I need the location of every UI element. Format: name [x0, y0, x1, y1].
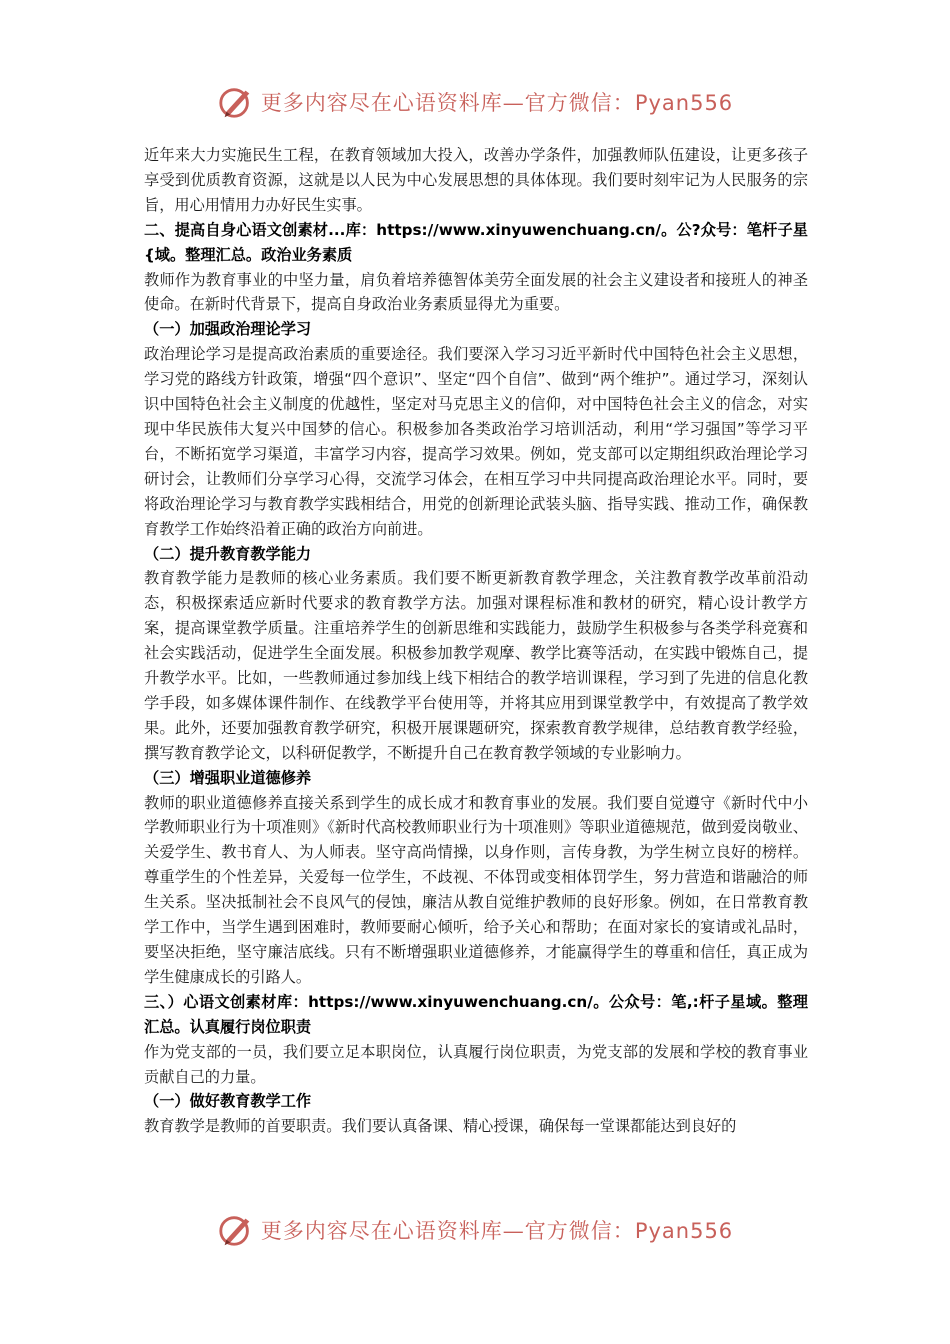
pen-logo-icon [217, 83, 255, 121]
section-heading: 二、提高自身心语文创素材...库：https://www.xinyuwenchuang.cn/。公?众号：笔杆子星{域。整理汇总。政治业务素质 [144, 220, 808, 264]
paragraph: 政治理论学习是提高政治素质的重要途径。我们要深入学习习近平新时代中国特色社会主义思想，学习党的路线方针政策，增强“四个意识”、坚定“四个自信”、做到“两个维护”。通过学习，深刻认识中国特色社会主义制度的优越性，坚定对马克思主义的信仰，对中国特色社会主义的信念，对实现中华民族伟大复兴中国梦的信心。积极参加各类政治学习培训活动，利用“学习强国”等学习平台，不断拓宽学习渠道，丰富学习内容，提高学习效果。例如，党支部可以定期组织政治理论学习研讨会，让教师们分享学习心得，交流学习体会，在相互学习中共同提高政治理论水平。同时，要将政治理论学习与教育教学实践相结合，用党的创新理论武装头脑、指导实践、推动工作，确保教育教学工作始终沿着正确的政治方向前进。 [144, 345, 808, 538]
document-body [144, 143, 808, 1139]
subsection-heading: （一）加强政治理论学习 [144, 320, 312, 339]
paragraph: 教师的职业道德修养直接关系到学生的成长成才和教育事业的发展。我们要自觉遵守《新时代中小学教师职业行为十项准则》《新时代高校教师职业行为十项准则》等职业道德规范，做到爱岗敬业、关爱学生、教书育人、为人师表。坚守高尚情操，以身作则，言传身教，为学生树立良好的榜样。尊重学生的个性差异，关爱每一位学生，不歧视、不体罚或变相体罚学生，努力营造和谐融洽的师生关系。坚决抵制社会不良风气的侵蚀，廉洁从教自觉维护教师的良好形象。例如，在日常教育教学工作中，当学生遇到困难时，教师要耐心倾听，给予关心和帮助；在面对家长的宴请或礼品时，要坚决拒绝，坚守廉洁底线。只有不断增强职业道德修养，才能赢得学生的尊重和信任，真正成为学生健康成长的引路人。 [144, 793, 808, 986]
paragraph: 教育教学能力是教师的核心业务素质。我们要不断更新教育教学理念，关注教育教学改革前沿动态，积极探索适应新时代要求的教育教学方法。加强对课程标准和教材的研究，精心设计教学方案，提高课堂教学质量。注重培养学生的创新思维和实践能力，鼓励学生积极参与各类学科竞赛和社会实践活动，促进学生全面发展。积极参加教学观摩、教学比赛等活动，在实践中锻炼自己，提升教学水平。比如，一些教师通过参加线上线下相结合的教学培训课程，学习到了先进的信息化教学手段，如多媒体课件制作、在线教学平台使用等，并将其应用到课堂教学中，有效提高了教学效果。此外，还要加强教育教学研究，积极开展课题研究，探索教育教学规律，总结教育教学经验，撰写教育教学论文，以科研促教学，不断提升自己在教育教学领域的专业影响力。 [144, 569, 808, 762]
footer-banner [0, 1208, 950, 1252]
subsection-heading: （三）增强职业道德修养 [144, 768, 312, 787]
subsection-heading: （一）做好教育教学工作 [144, 1092, 312, 1111]
paragraph: 近年来大力实施民生工程，在教育领域加大投入，改善办学条件，加强教师队伍建设，让更多孩子享受到优质教育资源，这就是以人民为中心发展思想的具体体现。我们要时刻牢记为人民服务的宗旨，用心用情用力办好民生实事。 [144, 146, 808, 214]
header-banner [0, 80, 950, 124]
pen-logo-icon [217, 1211, 255, 1249]
section-heading: 三、）心语文创素材库：https://www.xinyuwenchuang.cn/。公众号：笔,:杆子星域。整理汇总。认真履行岗位职责 [144, 992, 808, 1036]
paragraph: 教育教学是教师的首要职责。我们要认真备课、精心授课，确保每一堂课都能达到良好的 [144, 1117, 737, 1136]
subsection-heading: （二）提升教育教学能力 [144, 544, 312, 563]
banner-text: 更多内容尽在心语资料库—官方微信：Pyan556 [260, 91, 734, 115]
paragraph: 作为党支部的一员，我们要立足本职岗位，认真履行岗位职责，为党支部的发展和学校的教育事业贡献自己的力量。 [144, 1042, 808, 1086]
banner-text: 更多内容尽在心语资料库—官方微信：Pyan556 [260, 1219, 734, 1243]
paragraph: 教师作为教育事业的中坚力量，肩负着培养德智体美劳全面发展的社会主义建设者和接班人的神圣使命。在新时代背景下，提高自身政治业务素质显得尤为重要。 [144, 270, 808, 314]
